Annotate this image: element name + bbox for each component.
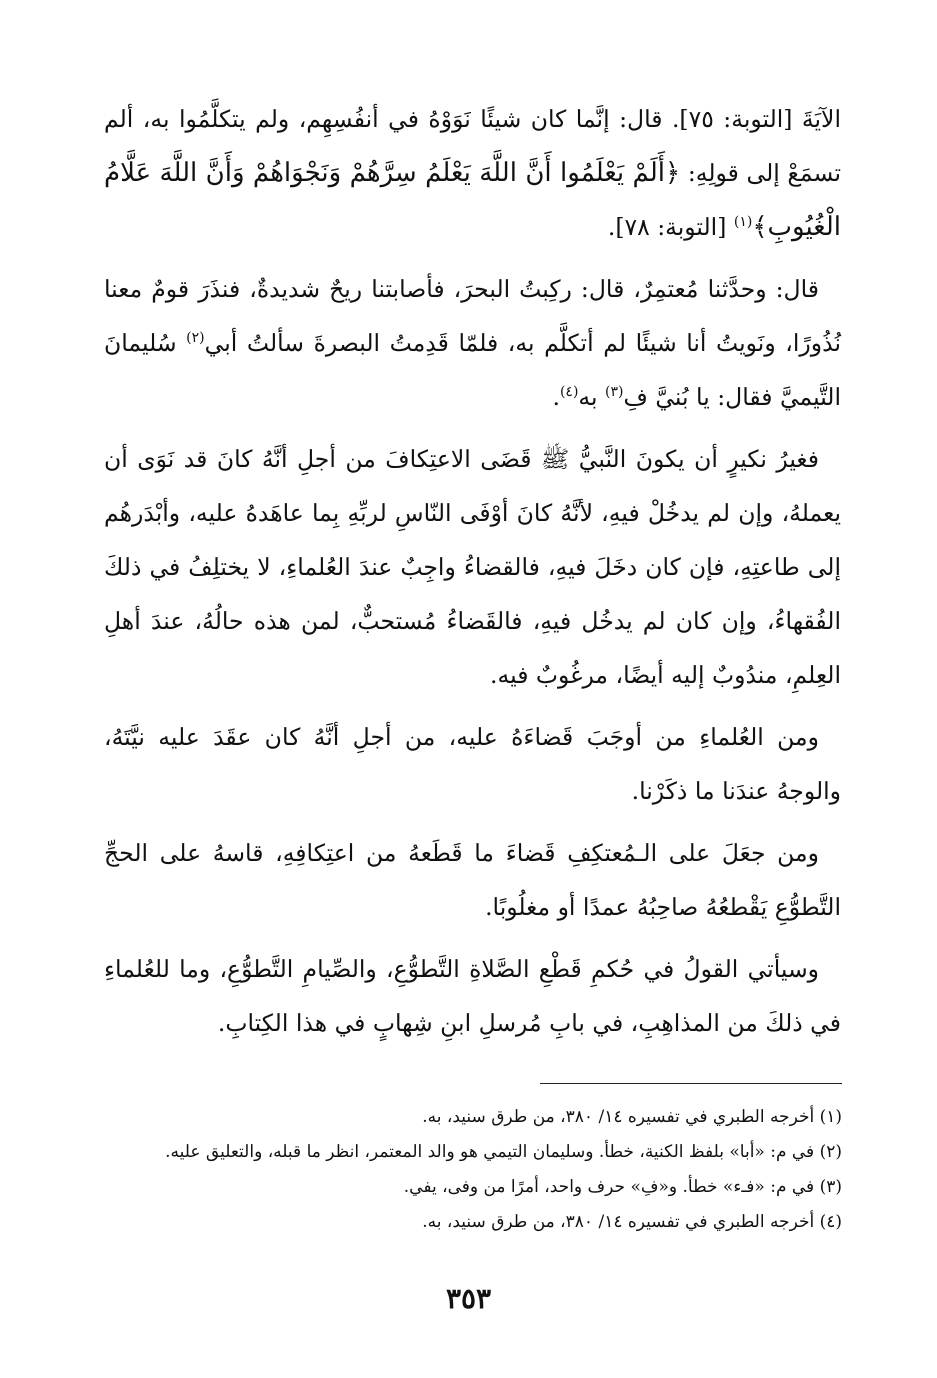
footnote-ref-1: (١) <box>733 214 753 231</box>
footnote-4: (٤) أخرجه الطبري في تفسيره ١٤/ ٣٨٠، من طرق سنيد، به. <box>422 1212 842 1232</box>
paragraph-2-text-b: سُليمانَ التَّيميَّ فقال: يا بُنيَّ فِ <box>104 329 841 411</box>
paragraph-2-text-d: . <box>552 383 560 411</box>
footnotes <box>120 1100 842 1240</box>
footnote-ref-2: (٢) <box>186 330 205 347</box>
paragraph-2-text-c: به <box>578 383 606 411</box>
footnote-1: (١) أخرجه الطبري في تفسيره ١٤/ ٣٨٠، من طرق سنيد، به. <box>422 1107 842 1127</box>
main-text <box>104 92 841 1058</box>
paragraph-1 <box>104 92 841 254</box>
footnote-ref-3: (٣) <box>605 384 624 401</box>
paragraph-1-text: الآيَةَ [التوبة: ٧٥]. قال: إنَّما كان شيئًا نَوَوْهُ في أنفُسِهِم، ولم يتكلَّمُوا به، ألم تسمَعْ إلى قولِهِ: <box>104 105 842 187</box>
page-number: ٣٥٣ <box>445 1282 492 1315</box>
paragraph-2-text-a: قال: وحدَّثنا مُعتمِرٌ، قال: ركِبتُ البحرَ، فأصابتنا ريحٌ شديدةٌ، فنذَرَ قومٌ معنا نُذُورًا، ونَويتُ أنا شيئًا لم أتكلَّم به، فلمّا قَدِمتُ البصرةَ سألتُ أبي <box>104 275 841 357</box>
paragraph-5: ومن جعَلَ على الـمُعتكِفِ قَضاءَ ما قَطَعهُ من اعتِكافِهِ، قاسهُ على الحجِّ التَّطوُّعِ يَقْطعُهُ صاحِبُهُ عمدًا أو مغلُوبًا. <box>104 839 841 921</box>
footnote-ref-4: (٤) <box>559 384 579 401</box>
footnote-divider <box>540 1083 842 1084</box>
paragraph-2 <box>104 262 841 424</box>
quran-verse: ﴿أَلَمْ يَعْلَمُوا أَنَّ اللَّهَ يَعْلَمُ سِرَّهُمْ وَنَجْوَاهُمْ وَأَنَّ اللَّهَ عَلَّامُ الْغُيُوبِ﴾ <box>104 158 841 242</box>
verse-citation: [التوبة: ٧٨]. <box>607 213 734 241</box>
paragraph-6: وسيأتي القولُ في حُكمِ قَطْعِ الصَّلاةِ التَّطوُّعِ، والصِّيامِ التَّطوُّعِ، وما للعُلماءِ في ذلكَ من المذاهِبِ، في بابِ مُرسلِ ابنِ شِهابٍ في هذا الكِتابِ. <box>104 955 841 1037</box>
paragraph-4: ومن العُلماءِ من أوجَبَ قَضاءَهُ عليه، من أجلِ أنَّهُ كان عقَدَ عليه نيَّتَهُ، والوجهُ عندَنا ما ذكَرْنا. <box>104 723 841 805</box>
footnote-3: (٣) في م: «فـء» خطأ. و«فِ» حرف واحد، أمرًا من وفى، يفي. <box>403 1177 842 1197</box>
paragraph-3: فغيرُ نكيرٍ أن يكونَ النَّبيُّ ﷺ قَضَى الاعتِكافَ من أجلِ أنَّهُ كانَ قد نَوَى أن يعملهُ، وإن لم يدخُلْ فيهِ، لأنَّهُ كانَ أوْفَى النّاسِ لربِّهِ بِما عاهَدهُ عليه، وأبْدَرهُم إلى طاعتِهِ، فإن كان دخَلَ فيهِ، فالقضاءُ واجِبٌ عندَ العُلماءِ، لا يختلِفُ في ذلكَ الفُقهاءُ، وإن كان لم يدخُل فيهِ، فالقَضاءُ مُستحبٌّ، لمن هذه حالُهُ، عندَ أهلِ العِلمِ، مندُوبٌ إليه أيضًا، مرغُوبٌ فيه. <box>104 445 841 689</box>
footnote-2: (٢) في م: «أبا» بلفظ الكنية، خطأ. وسليمان التيمي هو والد المعتمر، انظر ما قبله، والتعليق عليه. <box>165 1142 842 1162</box>
